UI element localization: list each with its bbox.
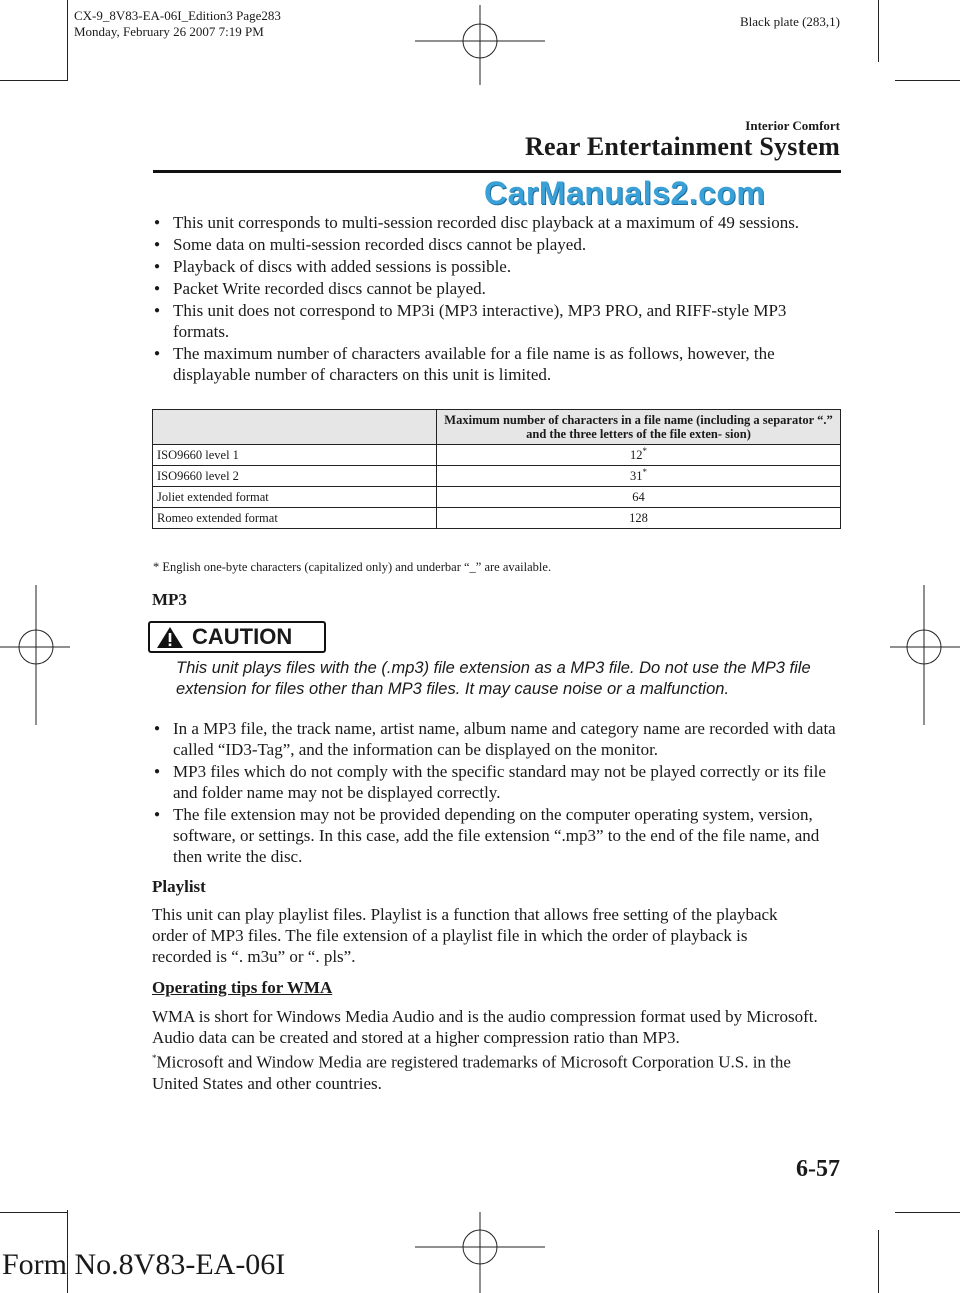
registration-target-right: [890, 585, 960, 725]
table-row: [153, 466, 841, 487]
crop-mark: [67, 0, 68, 80]
watermark-logo: CarManuals2.com: [484, 175, 766, 211]
table-cell-value: 64: [437, 487, 841, 508]
table-row: [153, 508, 841, 529]
table-row: [153, 487, 841, 508]
crop-mark: [878, 1230, 879, 1293]
list-item: ● In a MP3 file, the track name, artist name, album name and category name are recorded with data called “ID3-Tag”, and the information can be displayed on the monitor.: [152, 718, 842, 760]
list-item: ● Some data on multi-session recorded discs cannot be played.: [152, 234, 842, 255]
caution-label-box: [148, 621, 326, 653]
mp3-bullet-list: [152, 718, 842, 868]
mp3-heading: MP3: [152, 590, 187, 609]
table-cell-format: ISO9660 level 2: [153, 466, 437, 487]
wma-trademark: *Microsoft and Window Media are registered trademarks of Microsoft Corporation U.S. in the United States and other countries.: [152, 1052, 791, 1093]
print-plate: Black plate (283,1): [740, 14, 840, 29]
list-item: ● MP3 files which do not comply with the specific standard may not be played correctly or its file and folder name may not be displayed correctly.: [152, 761, 842, 803]
wma-heading: Operating tips for WMA: [152, 978, 333, 997]
table-row: [153, 445, 841, 466]
form-number: Form No.8V83-EA-06I: [2, 1248, 286, 1281]
list-item: ● This unit corresponds to multi-session recorded disc playback at a maximum of 49 sessions.: [152, 212, 842, 233]
table-footnote: * English one-byte characters (capitalized only) and underbar “_” are available.: [153, 560, 552, 574]
print-date: Monday, February 26 2007 7:19 PM: [74, 24, 264, 39]
filename-length-table: [152, 409, 841, 529]
print-file-name: CX-9_8V83-EA-06I_Edition3 Page283: [74, 8, 281, 23]
wma-paragraph: WMA is short for Windows Media Audio and is the audio compression format used by Microsoft.: [152, 1007, 818, 1026]
crop-mark: [0, 1212, 68, 1213]
caution-label: CAUTION: [192, 624, 293, 649]
page-number: 6-57: [796, 1156, 840, 1182]
warning-icon: [150, 624, 190, 650]
playlist-text: This unit can play playlist files. Playlist is a function that allows free setting of the playback order of MP3 files. The file extension of a playlist file in which the order of playback is recorded is “. m3u” or “. pls”.: [152, 905, 778, 966]
table-cell-value: 12*: [437, 445, 841, 466]
registration-target-top: [415, 5, 545, 85]
playlist-heading: Playlist: [152, 877, 206, 896]
table-cell-value: 31*: [437, 466, 841, 487]
print-header-left: [74, 8, 281, 40]
section-label: Interior Comfort: [745, 118, 840, 133]
crop-mark: [0, 80, 68, 81]
list-item: ● Playback of discs with added sessions is possible.: [152, 256, 842, 277]
wma-paragraph: Audio data can be created and stored at a higher compression ratio than MP3.: [152, 1028, 680, 1047]
list-item: ● Packet Write recorded discs cannot be played.: [152, 278, 842, 299]
registration-target-left: [0, 585, 70, 725]
caution-text: This unit plays files with the (.mp3) file extension as a MP3 file. Do not use the MP3 file extension for files other than MP3 files. It may cause noise or a malfunction.: [176, 659, 811, 698]
table-cell-format: ISO9660 level 1: [153, 445, 437, 466]
crop-mark: [878, 0, 879, 62]
table-cell-format: Joliet extended format: [153, 487, 437, 508]
table-cell-format: Romeo extended format: [153, 508, 437, 529]
table-header-row: [153, 410, 841, 445]
crop-mark: [895, 1212, 960, 1213]
intro-bullet-list: [152, 212, 842, 386]
list-item: ● The maximum number of characters available for a file name is as follows, however, the displayable number of characters on this unit is limited.: [152, 343, 842, 385]
table-header-blank: [153, 410, 437, 445]
registration-target-bottom: [415, 1212, 545, 1293]
header-rule: [153, 170, 841, 173]
list-item: ● This unit does not correspond to MP3i (MP3 interactive), MP3 PRO, and RIFF-style MP3 formats.: [152, 300, 842, 342]
page-title: Rear Entertainment System: [524, 132, 840, 161]
list-item: ● The file extension may not be provided depending on the computer operating system, version, software, or settings. In this case, add the file extension “.mp3” to the end of the file name, and then write the disc.: [152, 804, 842, 867]
table-cell-value: 128: [437, 508, 841, 529]
table-header-cell: Maximum number of characters in a file name (including a separator “.” and the three letters of the file exten- sion): [437, 410, 841, 445]
wma-text: [152, 1006, 832, 1094]
crop-mark: [895, 80, 960, 81]
